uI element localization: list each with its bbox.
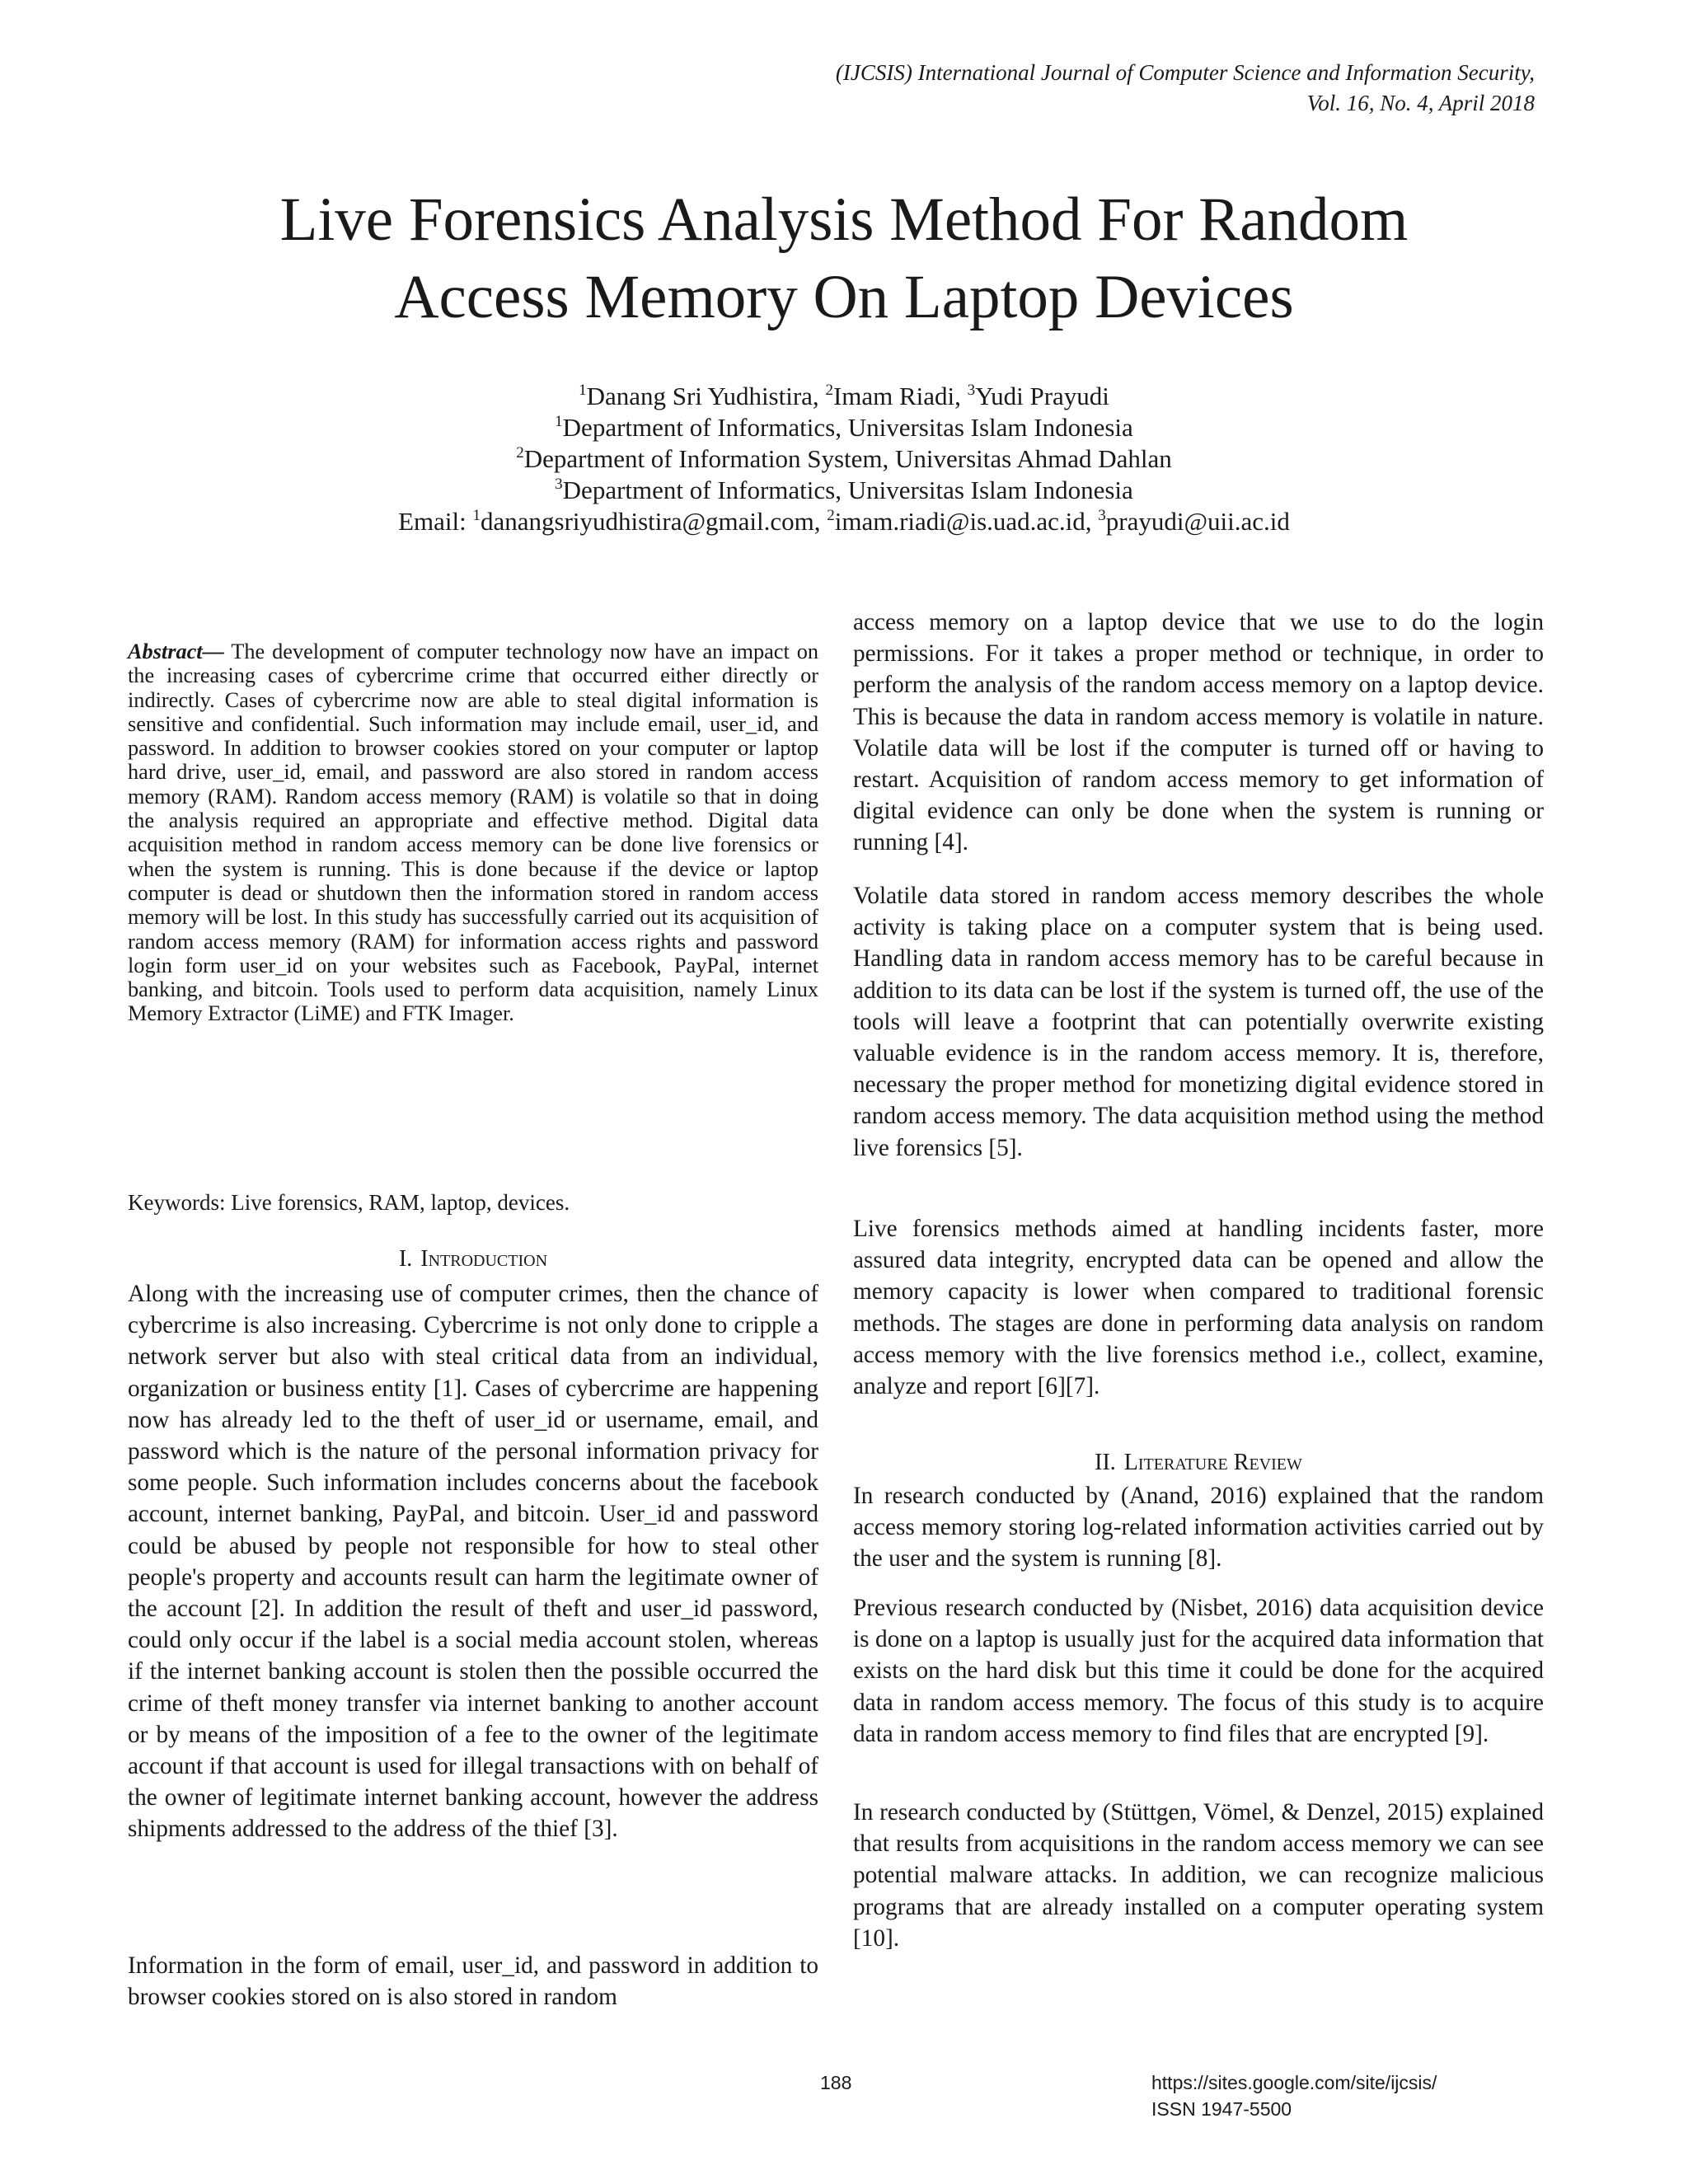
email-2-sup: 2 <box>827 507 835 524</box>
affiliation-2 <box>0 443 1688 475</box>
email-3: prayudi@uii.ac.id <box>1105 507 1290 536</box>
author-1-sup: 1 <box>579 382 587 399</box>
paper-title <box>0 181 1688 336</box>
keywords: Keywords: Live forensics, RAM, laptop, devices. <box>128 1190 570 1215</box>
paper-title-line-1: Live Forensics Analysis Method For Random <box>279 185 1409 254</box>
author-2-sup: 2 <box>825 382 833 399</box>
journal-url: https://sites.google.com/site/ijcsis/ <box>1151 2072 1437 2093</box>
author-3-name: Yudi Prayudi <box>975 382 1109 410</box>
affiliation-3 <box>0 475 1688 506</box>
author-3-sup: 3 <box>967 382 976 399</box>
intro-paragraph-4: Live forensics methods aimed at handling incidents faster, more assured data integrity, encrypted data can be opened and allow the memory capacity is lower when compared to traditional forensic methods. The stages are done in performing data analysis on random access memory with the live forensics method i.e., collect, examine, analyze and report [6][7]. <box>853 1216 1544 1400</box>
affiliation-1-sup: 1 <box>555 413 563 430</box>
literature-paragraph-2: Previous research conducted by (Nisbet, 2016) data acquisition device is done on a laptop is usually just for the acquired data information that exists on the hard disk but this time it could be done for the acquired data in random access memory. The focus of this study is to acquire data in random access memory to find files that are encrypted [9]. <box>853 1595 1544 1747</box>
abstract <box>128 640 818 1026</box>
journal-name: (IJCSIS) International Journal of Computer Science and Information Security, <box>835 60 1535 85</box>
page-number: 188 <box>820 2072 852 2093</box>
affiliation-2-text: Department of Information System, Universitas Ahmad Dahlan <box>523 444 1172 473</box>
abstract-label: Abstract— <box>128 640 224 663</box>
literature-paragraph-3: In research conducted by (Stüttgen, Vömel, & Denzel, 2015) explained that results from acquisitions in the random access memory we can see potential malware attacks. In addition, we can recognize malicious programs that are already installed on a computer operating system [10]. <box>853 1799 1544 1952</box>
email-1: danangsriyudhistira@gmail.com, <box>480 507 828 536</box>
affiliation-3-text: Department of Informatics, Universitas Islam Indonesia <box>562 476 1133 504</box>
affiliation-1 <box>0 412 1688 443</box>
author-names <box>0 381 1688 412</box>
email-2: imam.riadi@is.uad.ac.id, <box>834 507 1099 536</box>
email-3-sup: 3 <box>1098 507 1106 524</box>
email-prefix: Email: <box>398 507 473 536</box>
paper-title-line-2: Access Memory On Laptop Devices <box>394 263 1294 331</box>
section-2-number: II. <box>1095 1450 1116 1475</box>
intro-paragraph-2: Information in the form of email, user_id, and password in addition to browser cookies stored on is also stored in random <box>128 1952 818 2011</box>
section-1-number: I. <box>398 1246 413 1272</box>
journal-header <box>546 58 1535 119</box>
section-heading-introduction <box>128 1245 818 1273</box>
email-1-sup: 1 <box>472 507 481 524</box>
intro-paragraph-2-continued: access memory on a laptop device that we use to do the login permissions. For it takes a proper method or technique, in order to perform the analysis of the random access memory on a laptop device. This is because the data in random access memory is volatile in nature. Volatile data will be lost if the computer is turned off or having to restart. Acquisition of random access memory to get information of digital evidence can only be done when the system is running or running [4]. <box>853 609 1544 856</box>
author-emails <box>0 506 1688 537</box>
literature-paragraph-1: In research conducted by (Anand, 2016) explained that the random access memory storing log-related information activities carried out by the user and the system is running [8]. <box>853 1483 1544 1572</box>
abstract-text: The development of computer technology now have an impact on the increasing cases of cybercrime crime that occurred either directly or indirectly. Cases of cybercrime now are able to steal digital information is sensitive and confidential. Such information may include email, user_id, and password. In addition to browser cookies stored on your computer or laptop hard drive, user_id, email, and password are also stored in random access memory (RAM). Random access memory (RAM) is volatile so that in doing the analysis required an appropriate and effective method. Digital data acquisition method in random access memory can be done live forensics or when the system is running. This is done because if the device or laptop computer is dead or shutdown then the information stored in random access memory will be lost. In this study has successfully carried out its acquisition of random access memory (RAM) for information access rights and password login form user_id on your websites such as Facebook, PayPal, internet banking, and bitcoin. Tools used to perform data acquisition, namely Linux Memory Extractor (LiME) and FTK Imager. <box>128 640 818 1026</box>
author-2-name: Imam Riadi, <box>832 382 968 410</box>
section-heading-literature-review <box>853 1449 1544 1477</box>
affiliation-2-sup: 2 <box>516 444 524 462</box>
intro-paragraph-1: Along with the increasing use of computer crimes, then the chance of cybercrime is also increasing. Cybercrime is not only done to cripple a network server but also with steal critical data from an individual, organization or business entity [1]. Cases of cybercrime are happening now has already led to the theft of user_id or username, email, and password which is the nature of the personal information privacy for some people. Such information includes concerns about the facebook account, internet banking, PayPal, and bitcoin. User_id and password could be abused by people not responsible for how to steal other people's property and accounts result can harm the legitimate owner of the account [2]. In addition the result of theft and user_id password, could only occur if the label is a social media account stolen, whereas if the internet banking account is stolen then the possible occurred the crime of theft money transfer via internet banking to another account or by means of the imposition of a fee to the owner of the legitimate account if that account is used for illegal transactions with on behalf of the owner of legitimate internet banking account, however the address shipments addressed to the address of the thief [3]. <box>128 1281 818 1843</box>
affiliation-1-text: Department of Informatics, Universitas Islam Indonesia <box>562 413 1133 442</box>
journal-volume: Vol. 16, No. 4, April 2018 <box>1306 91 1535 115</box>
affiliation-3-sup: 3 <box>555 476 563 493</box>
intro-paragraph-3: Volatile data stored in random access memory describes the whole activity is taking place on a computer system that is being used. Handling data in random access memory has to be careful because in addition to its data can be lost if the system is turned off, the use of the tools will leave a footprint that can potentially overwrite existing valuable evidence is in the random access memory. It is, therefore, necessary the proper method for monetizing digital evidence stored in random access memory. The data acquisition method using the method live forensics [5]. <box>853 883 1544 1161</box>
journal-issn: ISSN 1947-5500 <box>1151 2098 1292 2120</box>
author-1-name: Danang Sri Yudhistira, <box>586 382 826 410</box>
section-2-title: Literature Review <box>1123 1450 1302 1475</box>
author-block <box>0 381 1688 537</box>
section-1-title: Introduction <box>420 1246 548 1272</box>
